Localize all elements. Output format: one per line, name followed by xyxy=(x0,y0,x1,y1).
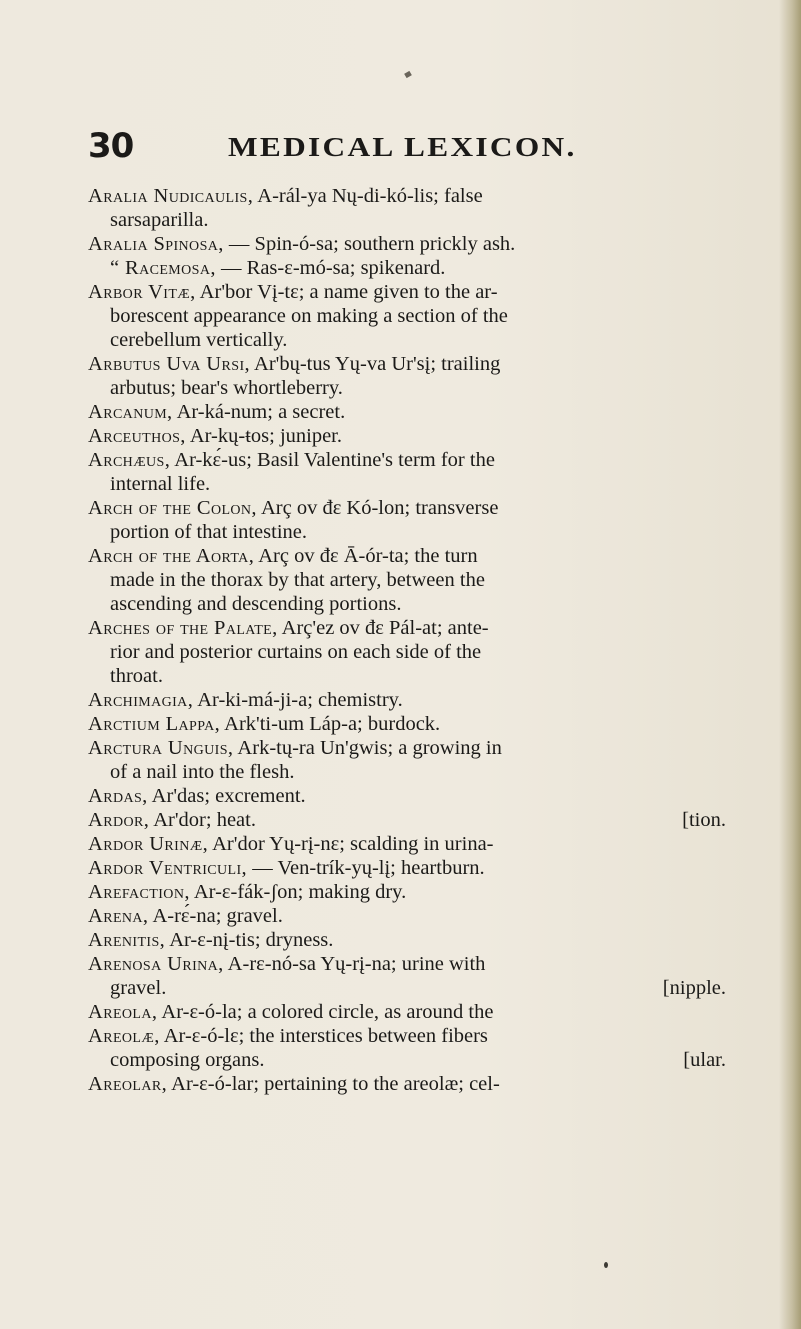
entry-definition: Ark-tų-ra Un'gwis; a growing in xyxy=(233,737,502,759)
entry-definition: Ar-kɛ́-us; Basil Valentine's term for the xyxy=(170,449,495,471)
ink-mark xyxy=(404,71,412,78)
lexicon-entry xyxy=(88,496,726,544)
entry-definition: sarsaparilla. xyxy=(110,209,209,231)
lexicon-entries xyxy=(88,184,726,1096)
entry-headword: Aralia Nudicaulis, xyxy=(88,185,254,207)
entry-definition: — Ven-trík-yų-lį; heartburn. xyxy=(247,857,485,879)
entry-definition: Arç ov đɛ Ā-ór-ta; the turn xyxy=(254,545,478,567)
entry-definition: — Ras-ɛ-mó-sa; spikenard. xyxy=(215,257,446,279)
entry-definition: A-rál-ya Nų-di-kó-lis; false xyxy=(253,185,483,207)
entry-continuation-line xyxy=(88,328,726,352)
entry-headword: Arctura Unguis, xyxy=(88,737,234,759)
entry-headword: Ardor Ventriculi, xyxy=(88,857,248,879)
entry-definition: Ar-ki-má-ji-a; chemistry. xyxy=(193,689,403,711)
lexicon-entry xyxy=(88,280,726,352)
entry-definition: Ar-ɛ-ó-lar; pertaining to the areolæ; cel- xyxy=(167,1073,500,1095)
lexicon-entry xyxy=(88,616,726,688)
entry-headword: Ardas, xyxy=(88,785,148,807)
lexicon-entry xyxy=(88,688,726,712)
entry-first-line xyxy=(88,616,726,640)
entry-continuation-line xyxy=(88,592,726,616)
lexicon-entry xyxy=(88,832,726,856)
entry-first-line xyxy=(88,496,726,520)
ink-speck xyxy=(604,1262,608,1268)
entry-definition: of a nail into the flesh. xyxy=(110,761,295,783)
entry-headword: Archæus, xyxy=(88,449,171,471)
entry-definition: cerebellum vertically. xyxy=(110,329,288,351)
entry-definition: Arç ov đɛ Kó-lon; transverse xyxy=(256,497,499,519)
lexicon-entry xyxy=(88,904,726,928)
entry-headword: Arbor Vitæ, xyxy=(88,281,196,303)
entry-headword: “ Racemosa, xyxy=(110,257,216,279)
entry-first-line xyxy=(88,448,726,472)
entry-definition: made in the thorax by that artery, between the xyxy=(110,569,485,591)
entry-definition: Ar'bų-tus Yų-va Ur'sį; trailing xyxy=(250,353,501,375)
entry-headword: Arena, xyxy=(88,905,149,927)
entry-continuation-line xyxy=(88,304,726,328)
lexicon-entry xyxy=(88,448,726,496)
page-number: 30 xyxy=(88,126,134,166)
entry-first-line xyxy=(88,832,726,856)
entry-definition: Ark'ti-um Láp-a; burdock. xyxy=(220,713,441,735)
entry-definition: Ar-ká-num; a secret. xyxy=(172,401,346,423)
lexicon-entry xyxy=(88,1024,726,1072)
entry-headword: Areola, xyxy=(88,1001,158,1023)
entry-first-line xyxy=(88,904,726,928)
entry-first-line xyxy=(88,880,726,904)
lexicon-entry xyxy=(88,544,726,616)
entry-headword: Ardor Urinæ, xyxy=(88,833,209,855)
lexicon-entry xyxy=(88,952,726,1000)
lexicon-entry xyxy=(88,184,726,232)
entry-first-line xyxy=(88,232,726,256)
lexicon-entry xyxy=(88,424,726,448)
lexicon-entry xyxy=(88,712,726,736)
entry-definition: rior and posterior curtains on each side of the xyxy=(110,641,482,663)
entry-first-line xyxy=(88,1000,726,1024)
lexicon-entry xyxy=(88,1072,726,1096)
entry-headword: Arbutus Uva Ursi, xyxy=(88,353,251,375)
page-header xyxy=(88,126,728,170)
entry-continuation-line xyxy=(88,376,726,400)
entry-continuation-line xyxy=(88,568,726,592)
entry-headword: Arcanum, xyxy=(88,401,173,423)
entry-first-line xyxy=(88,400,726,424)
entry-first-line xyxy=(88,1024,726,1048)
entry-headword: Arceuthos, xyxy=(88,425,186,447)
entry-definition: portion of that intestine. xyxy=(110,521,307,543)
lexicon-entry xyxy=(88,880,726,904)
entry-headword: Arch of the Colon, xyxy=(88,497,257,519)
lexicon-entry xyxy=(88,808,726,832)
entry-definition: Ar-ɛ-fák-ʃon; making dry. xyxy=(189,881,407,903)
entry-continuation-line xyxy=(88,664,726,688)
running-head: MEDICAL LEXICON. xyxy=(228,132,577,162)
entry-first-line xyxy=(88,256,726,280)
entry-definition: Ar-ɛ-ó-la; a colored circle, as around the xyxy=(157,1001,494,1023)
lexicon-entry xyxy=(88,784,726,808)
entry-headword: Arches of the Palate, xyxy=(88,617,278,639)
lexicon-entry xyxy=(88,256,726,280)
entry-definition: Ar-kų-ŧos; juniper. xyxy=(185,425,343,447)
lexicon-entry xyxy=(88,856,726,880)
entry-first-line xyxy=(88,424,726,448)
entry-first-line xyxy=(88,184,726,208)
entry-definition: Ar'bor Vį-tɛ; a name given to the ar- xyxy=(195,281,498,303)
lexicon-entry xyxy=(88,1000,726,1024)
entry-continuation-line xyxy=(88,472,726,496)
entry-first-line xyxy=(88,928,726,952)
entry-first-line xyxy=(88,952,726,976)
entry-continuation-line xyxy=(88,760,726,784)
entry-headword: Ardor, xyxy=(88,809,150,831)
entry-definition: borescent appearance on making a section of the xyxy=(110,305,508,327)
entry-definition: Ar-ɛ-nį-tis; dryness. xyxy=(165,929,334,951)
entry-first-line xyxy=(88,1072,726,1096)
lexicon-entry xyxy=(88,400,726,424)
entry-headword: Arenosa Urina, xyxy=(88,953,224,975)
entry-first-line xyxy=(88,712,726,736)
lexicon-entry xyxy=(88,352,726,400)
entry-headword: Arefaction, xyxy=(88,881,190,903)
lexicon-entry xyxy=(88,232,726,256)
lexicon-entry xyxy=(88,928,726,952)
entry-headword: Arctium Lappa, xyxy=(88,713,221,735)
line-overflow-fragment: [nipple. xyxy=(662,977,726,999)
entry-first-line xyxy=(88,808,726,832)
entry-headword: Areolæ, xyxy=(88,1025,160,1047)
entry-continuation-line xyxy=(88,520,726,544)
entry-definition: Arç'ez ov đɛ Pál-at; ante- xyxy=(277,617,489,639)
entry-definition: A-rɛ́-na; gravel. xyxy=(148,905,283,927)
entry-definition: internal life. xyxy=(110,473,211,495)
lexicon-entry xyxy=(88,736,726,784)
entry-definition: ascending and descending portions. xyxy=(110,593,402,615)
entry-first-line xyxy=(88,688,726,712)
entry-definition: Ar'dor; heat. xyxy=(149,809,256,831)
entry-continuation-line xyxy=(88,976,726,1000)
entry-headword: Arenitis, xyxy=(88,929,166,951)
line-overflow-fragment: [ular. xyxy=(683,1049,726,1071)
page-edge-shadow xyxy=(779,0,801,1329)
entry-first-line xyxy=(88,352,726,376)
entry-first-line xyxy=(88,856,726,880)
entry-definition: composing organs. xyxy=(110,1049,265,1071)
entry-first-line xyxy=(88,736,726,760)
entry-definition: A-rɛ-nó-sa Yų-rį-na; urine with xyxy=(223,953,486,975)
entry-definition: throat. xyxy=(110,665,163,687)
entry-definition: gravel. xyxy=(110,977,167,999)
entry-continuation-line xyxy=(88,640,726,664)
entry-headword: Arch of the Aorta, xyxy=(88,545,255,567)
entry-first-line xyxy=(88,544,726,568)
entry-definition: arbutus; bear's whortleberry. xyxy=(110,377,343,399)
entry-continuation-line xyxy=(88,1048,726,1072)
entry-headword: Archimagia, xyxy=(88,689,194,711)
entry-continuation-line xyxy=(88,208,726,232)
entry-headword: Aralia Spinosa, xyxy=(88,233,224,255)
entry-headword: Areolar, xyxy=(88,1073,168,1095)
entry-first-line xyxy=(88,280,726,304)
entry-definition: — Spin-ó-sa; southern prickly ash. xyxy=(223,233,516,255)
entry-definition: Ar'das; excrement. xyxy=(147,785,306,807)
line-overflow-fragment: [tion. xyxy=(682,809,726,831)
entry-definition: Ar'dor Yų-rį-nɛ; scalding in urina- xyxy=(208,833,494,855)
entry-definition: Ar-ɛ-ó-lɛ; the interstices between fibers xyxy=(159,1025,488,1047)
entry-first-line xyxy=(88,784,726,808)
